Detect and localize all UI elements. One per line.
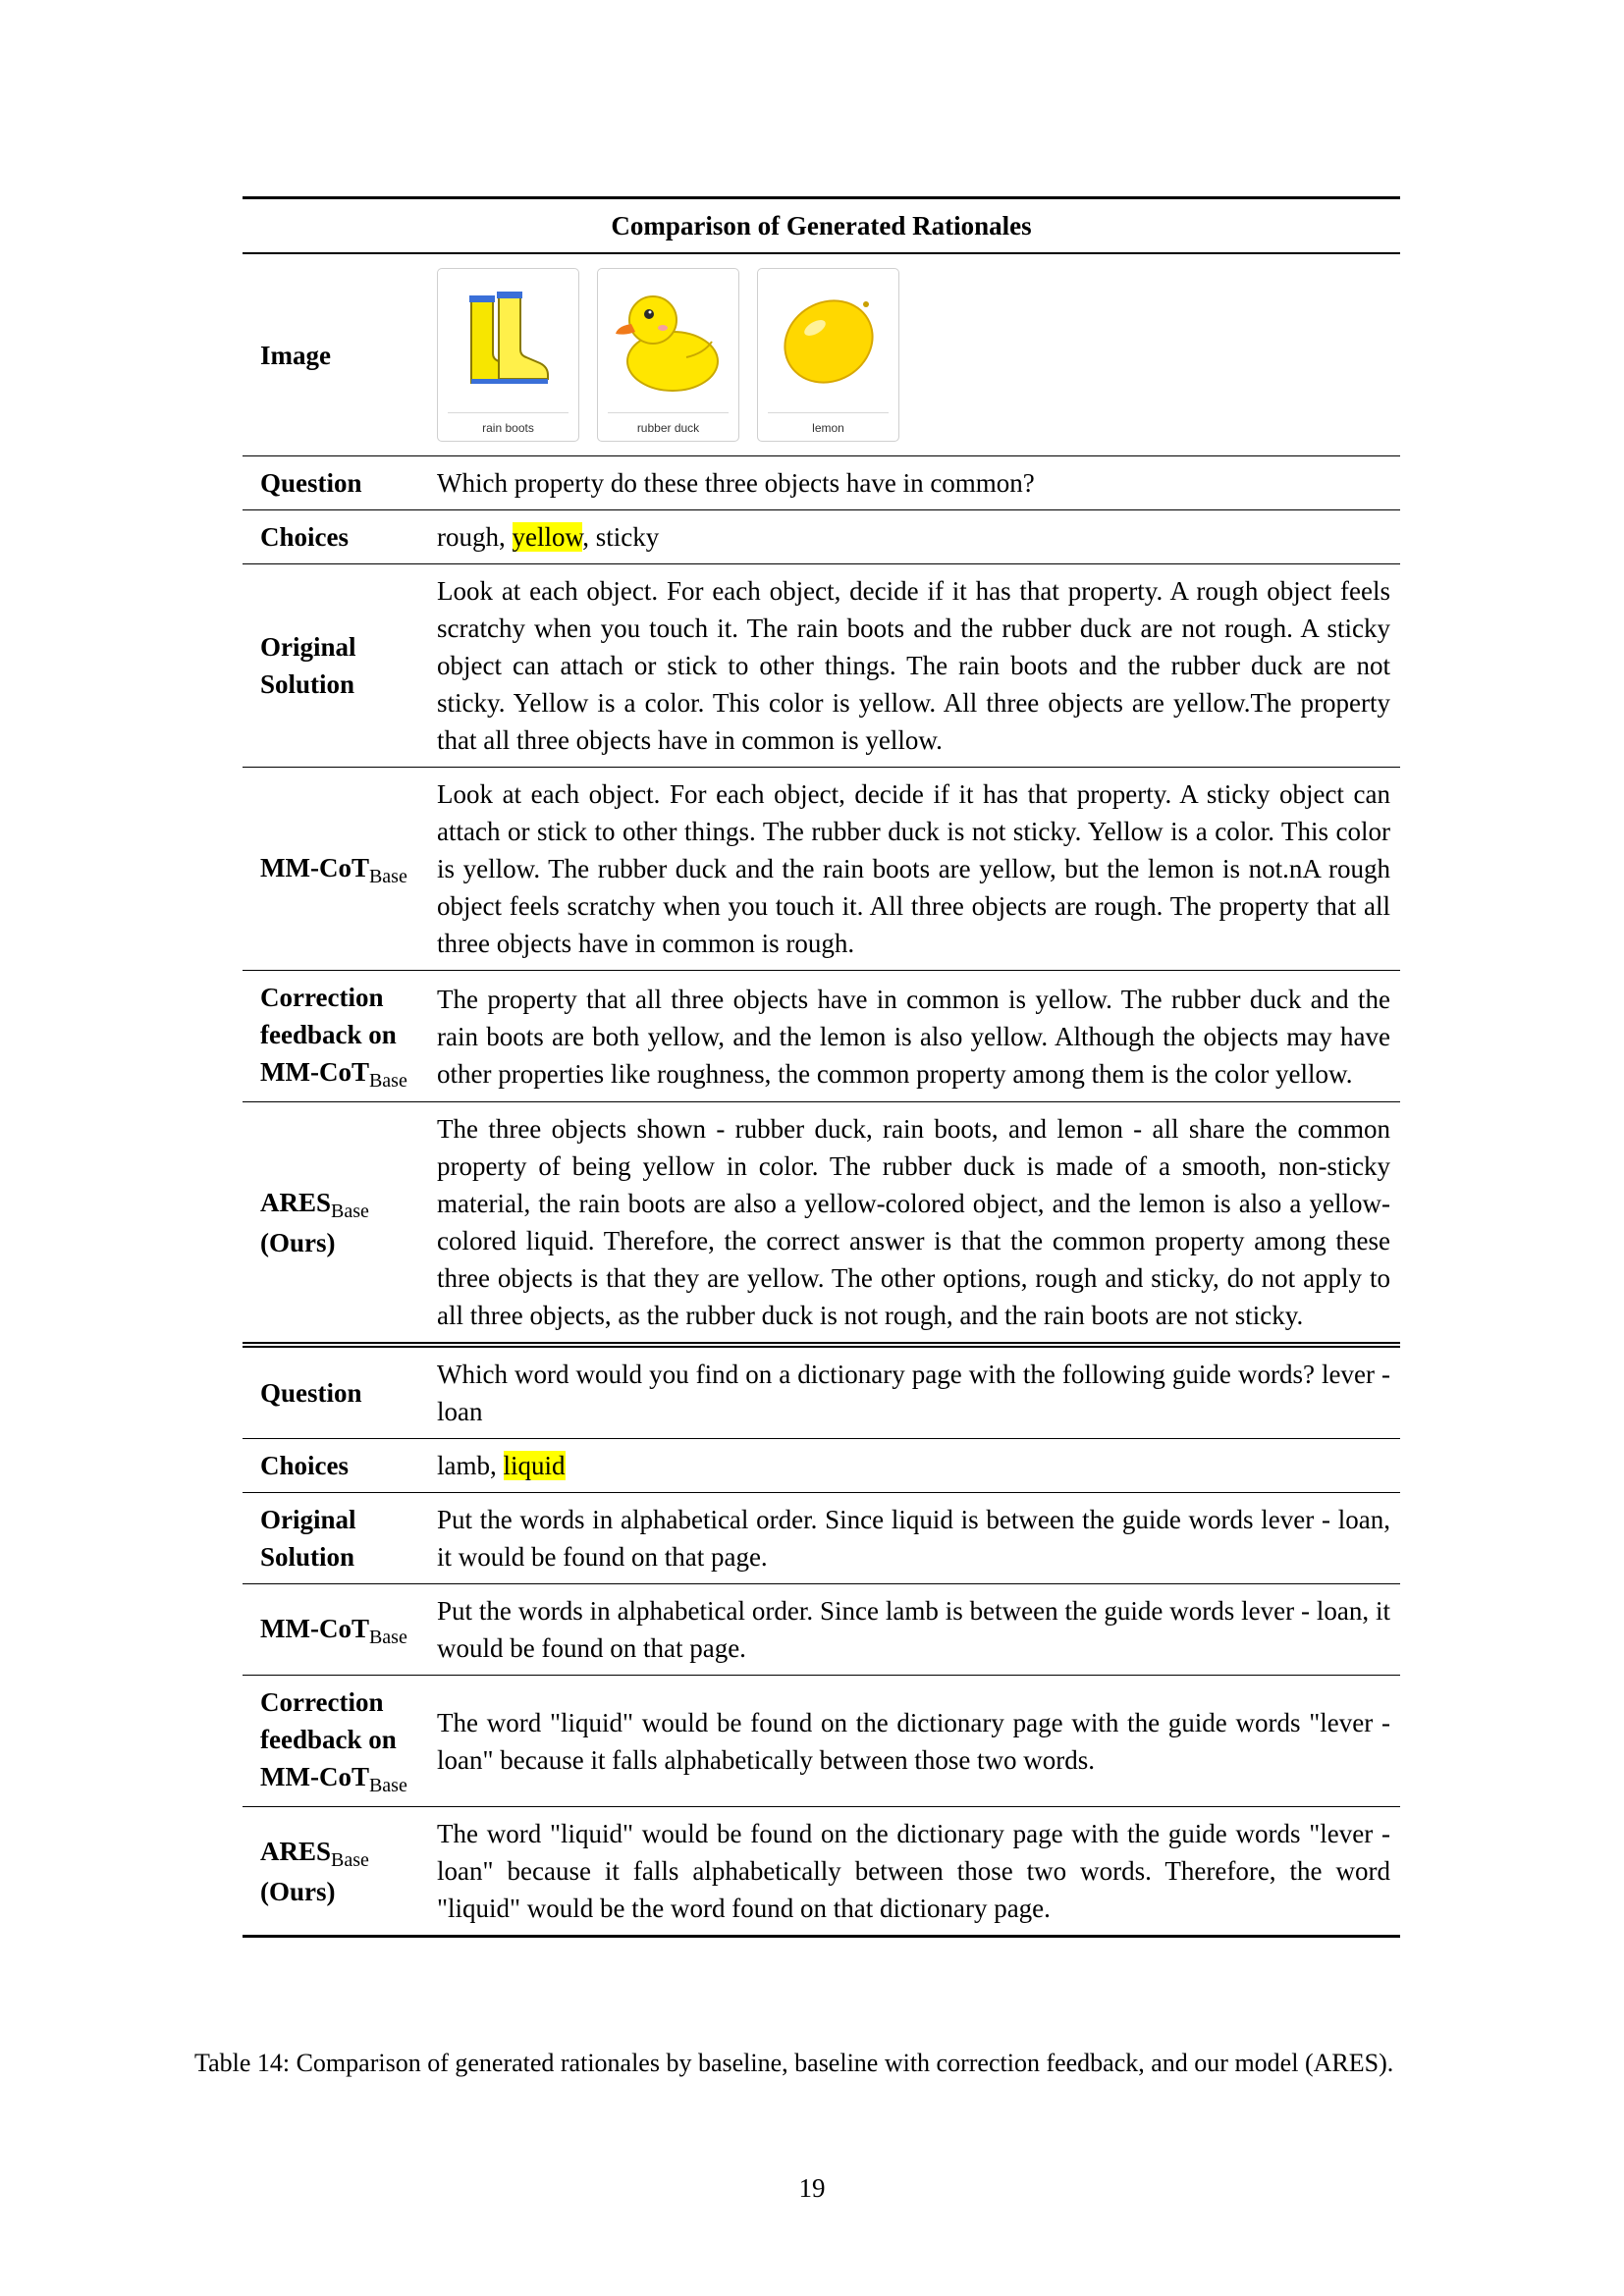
question-label: Question <box>243 1345 437 1439</box>
ares-label <box>243 1807 437 1937</box>
image-card-rain-boots <box>437 268 579 442</box>
ex2-original-row <box>243 1493 1400 1584</box>
ex1-correction-row <box>243 971 1400 1102</box>
table-header-row <box>243 198 1400 254</box>
ex2-ares-row <box>243 1807 1400 1937</box>
image-card-rubber-duck <box>597 268 739 442</box>
ex1-ares-row <box>243 1102 1400 1346</box>
choice-text: lamb, <box>437 1451 504 1480</box>
label-subscript: Base <box>368 1070 407 1092</box>
image-row <box>243 253 1400 456</box>
label-subscript: Base <box>368 1626 407 1648</box>
mmcot-text: Look at each object. For each object, decide if it has that property. A sticky object can attach or stick to other things. The rubber duck is not sticky. Yellow is a color. This color is yellow. The rubber duck and the rain boots are yellow, but the lemon is not.nA rough object feels scratchy when you touch it. All three objects are rough. The property that all three objects have in common is rough. <box>437 768 1400 971</box>
ex2-choices-row <box>243 1439 1400 1493</box>
ex2-question-row <box>243 1345 1400 1439</box>
page-number: 19 <box>798 2173 826 2203</box>
image-cell <box>437 253 1400 456</box>
choices-label: Choices <box>243 510 437 564</box>
label-subscript: Base <box>368 1775 407 1796</box>
correct-choice-highlight: yellow <box>512 522 583 552</box>
ex1-choices-row <box>243 510 1400 564</box>
label-line: ARES <box>260 1836 332 1866</box>
label-line: MM-CoT <box>260 1762 369 1791</box>
label-line: Original <box>260 632 356 662</box>
label-line: MM-CoT <box>260 1613 369 1643</box>
rationale-comparison-table <box>243 196 1400 1938</box>
ares-text: The word "liquid" would be found on the dictionary page with the guide words "lever - loan" because it falls alphabetically between those two words. Therefore, the word "liquid" would be the word found on that dictionary page. <box>437 1807 1400 1937</box>
label-line: (Ours) <box>260 1876 336 1906</box>
original-solution-text: Look at each object. For each object, decide if it has that property. A rough object feels scratchy when you touch it. The rain boots and the rubber duck are not rough. A sticky object can attach or stick to other things. The rain boots and the rubber duck are not sticky. Yellow is a color. This color is yellow. All three objects are yellow.The property that all three objects have in common is yellow. <box>437 564 1400 768</box>
label-subscript: Base <box>331 1848 369 1871</box>
original-solution-label <box>243 564 437 768</box>
label-line: Solution <box>260 669 355 699</box>
correction-text: The word "liquid" would be found on the dictionary page with the guide words "lever - loan" because it falls alphabetically between those two words. <box>437 1676 1400 1807</box>
ex1-mmcot-row <box>243 768 1400 971</box>
rubber-duck-icon <box>610 281 728 399</box>
rain-boots-icon <box>450 281 568 399</box>
label-line: feedback on <box>260 1020 397 1049</box>
ex1-question-row <box>243 456 1400 510</box>
label-line: MM-CoT <box>260 1057 369 1087</box>
original-solution-label <box>243 1493 437 1584</box>
image-divider <box>608 412 729 413</box>
correct-choice-highlight: liquid <box>503 1451 566 1480</box>
label-line: Correction <box>260 1687 384 1717</box>
choice-text: rough, <box>437 522 513 552</box>
choices-label: Choices <box>243 1439 437 1493</box>
image-caption-rain-boots: rain boots <box>482 421 534 435</box>
ex2-correction-row <box>243 1676 1400 1807</box>
mmcot-label <box>243 768 437 971</box>
ares-text: The three objects shown - rubber duck, rain boots, and lemon - all share the common property of being yellow in color. The rubber duck is made of a smooth, non-sticky material, the rain boots are also a yellow-colored object, and the lemon is also a yellow-colored liquid. Therefore, the correct answer is that the common property among these three objects is that they are yellow. The other options, rough and sticky, do not apply to all three objects, as the rubber duck is not rough, and the rain boots are not sticky. <box>437 1102 1400 1346</box>
correction-label <box>243 971 437 1102</box>
label-line: Original <box>260 1505 356 1534</box>
image-label: Image <box>243 253 437 456</box>
question-text: Which word would you find on a dictionary page with the following guide words? lever - loan <box>437 1345 1400 1439</box>
label-line: ARES <box>260 1187 332 1217</box>
ex2-mmcot-row <box>243 1584 1400 1676</box>
ares-label <box>243 1102 437 1346</box>
original-solution-text: Put the words in alphabetical order. Since liquid is between the guide words lever - loan, it would be found on that page. <box>437 1493 1400 1584</box>
question-text: Which property do these three objects have in common? <box>437 456 1400 510</box>
image-strip <box>437 268 1390 442</box>
label-line: MM-CoT <box>260 852 369 882</box>
choices-text <box>437 510 1400 564</box>
label-subscript: Base <box>331 1200 369 1222</box>
image-caption-lemon: lemon <box>812 421 844 435</box>
table-caption-text: Table 14: Comparison of generated rationales by baseline, baseline with correction feedback, and our model (ARES). <box>194 2049 1394 2077</box>
label-line: Correction <box>260 983 384 1012</box>
choices-text <box>437 1439 1400 1493</box>
image-caption-rubber-duck: rubber duck <box>636 421 700 435</box>
label-line: Solution <box>260 1542 355 1572</box>
mmcot-text: Put the words in alphabetical order. Since lamb is between the guide words lever - loan, it would be found on that page. <box>437 1584 1400 1676</box>
lemon-icon <box>770 281 888 399</box>
table-caption: Comparison of Generated Rationales <box>243 198 1400 254</box>
label-line: feedback on <box>260 1725 397 1754</box>
label-subscript: Base <box>368 865 407 887</box>
question-label: Question <box>243 456 437 510</box>
ex1-original-row <box>243 564 1400 768</box>
correction-text: The property that all three objects have in common is yellow. The rubber duck and the rain boots are both yellow, and the lemon is also yellow. Although the objects may have other properties like roughness, the common property among them is the color yellow. <box>437 971 1400 1102</box>
mmcot-label <box>243 1584 437 1676</box>
image-divider <box>768 412 889 413</box>
choice-text: , sticky <box>582 522 660 552</box>
image-divider <box>448 412 568 413</box>
image-card-lemon <box>757 268 899 442</box>
correction-label <box>243 1676 437 1807</box>
label-line: (Ours) <box>260 1227 336 1257</box>
